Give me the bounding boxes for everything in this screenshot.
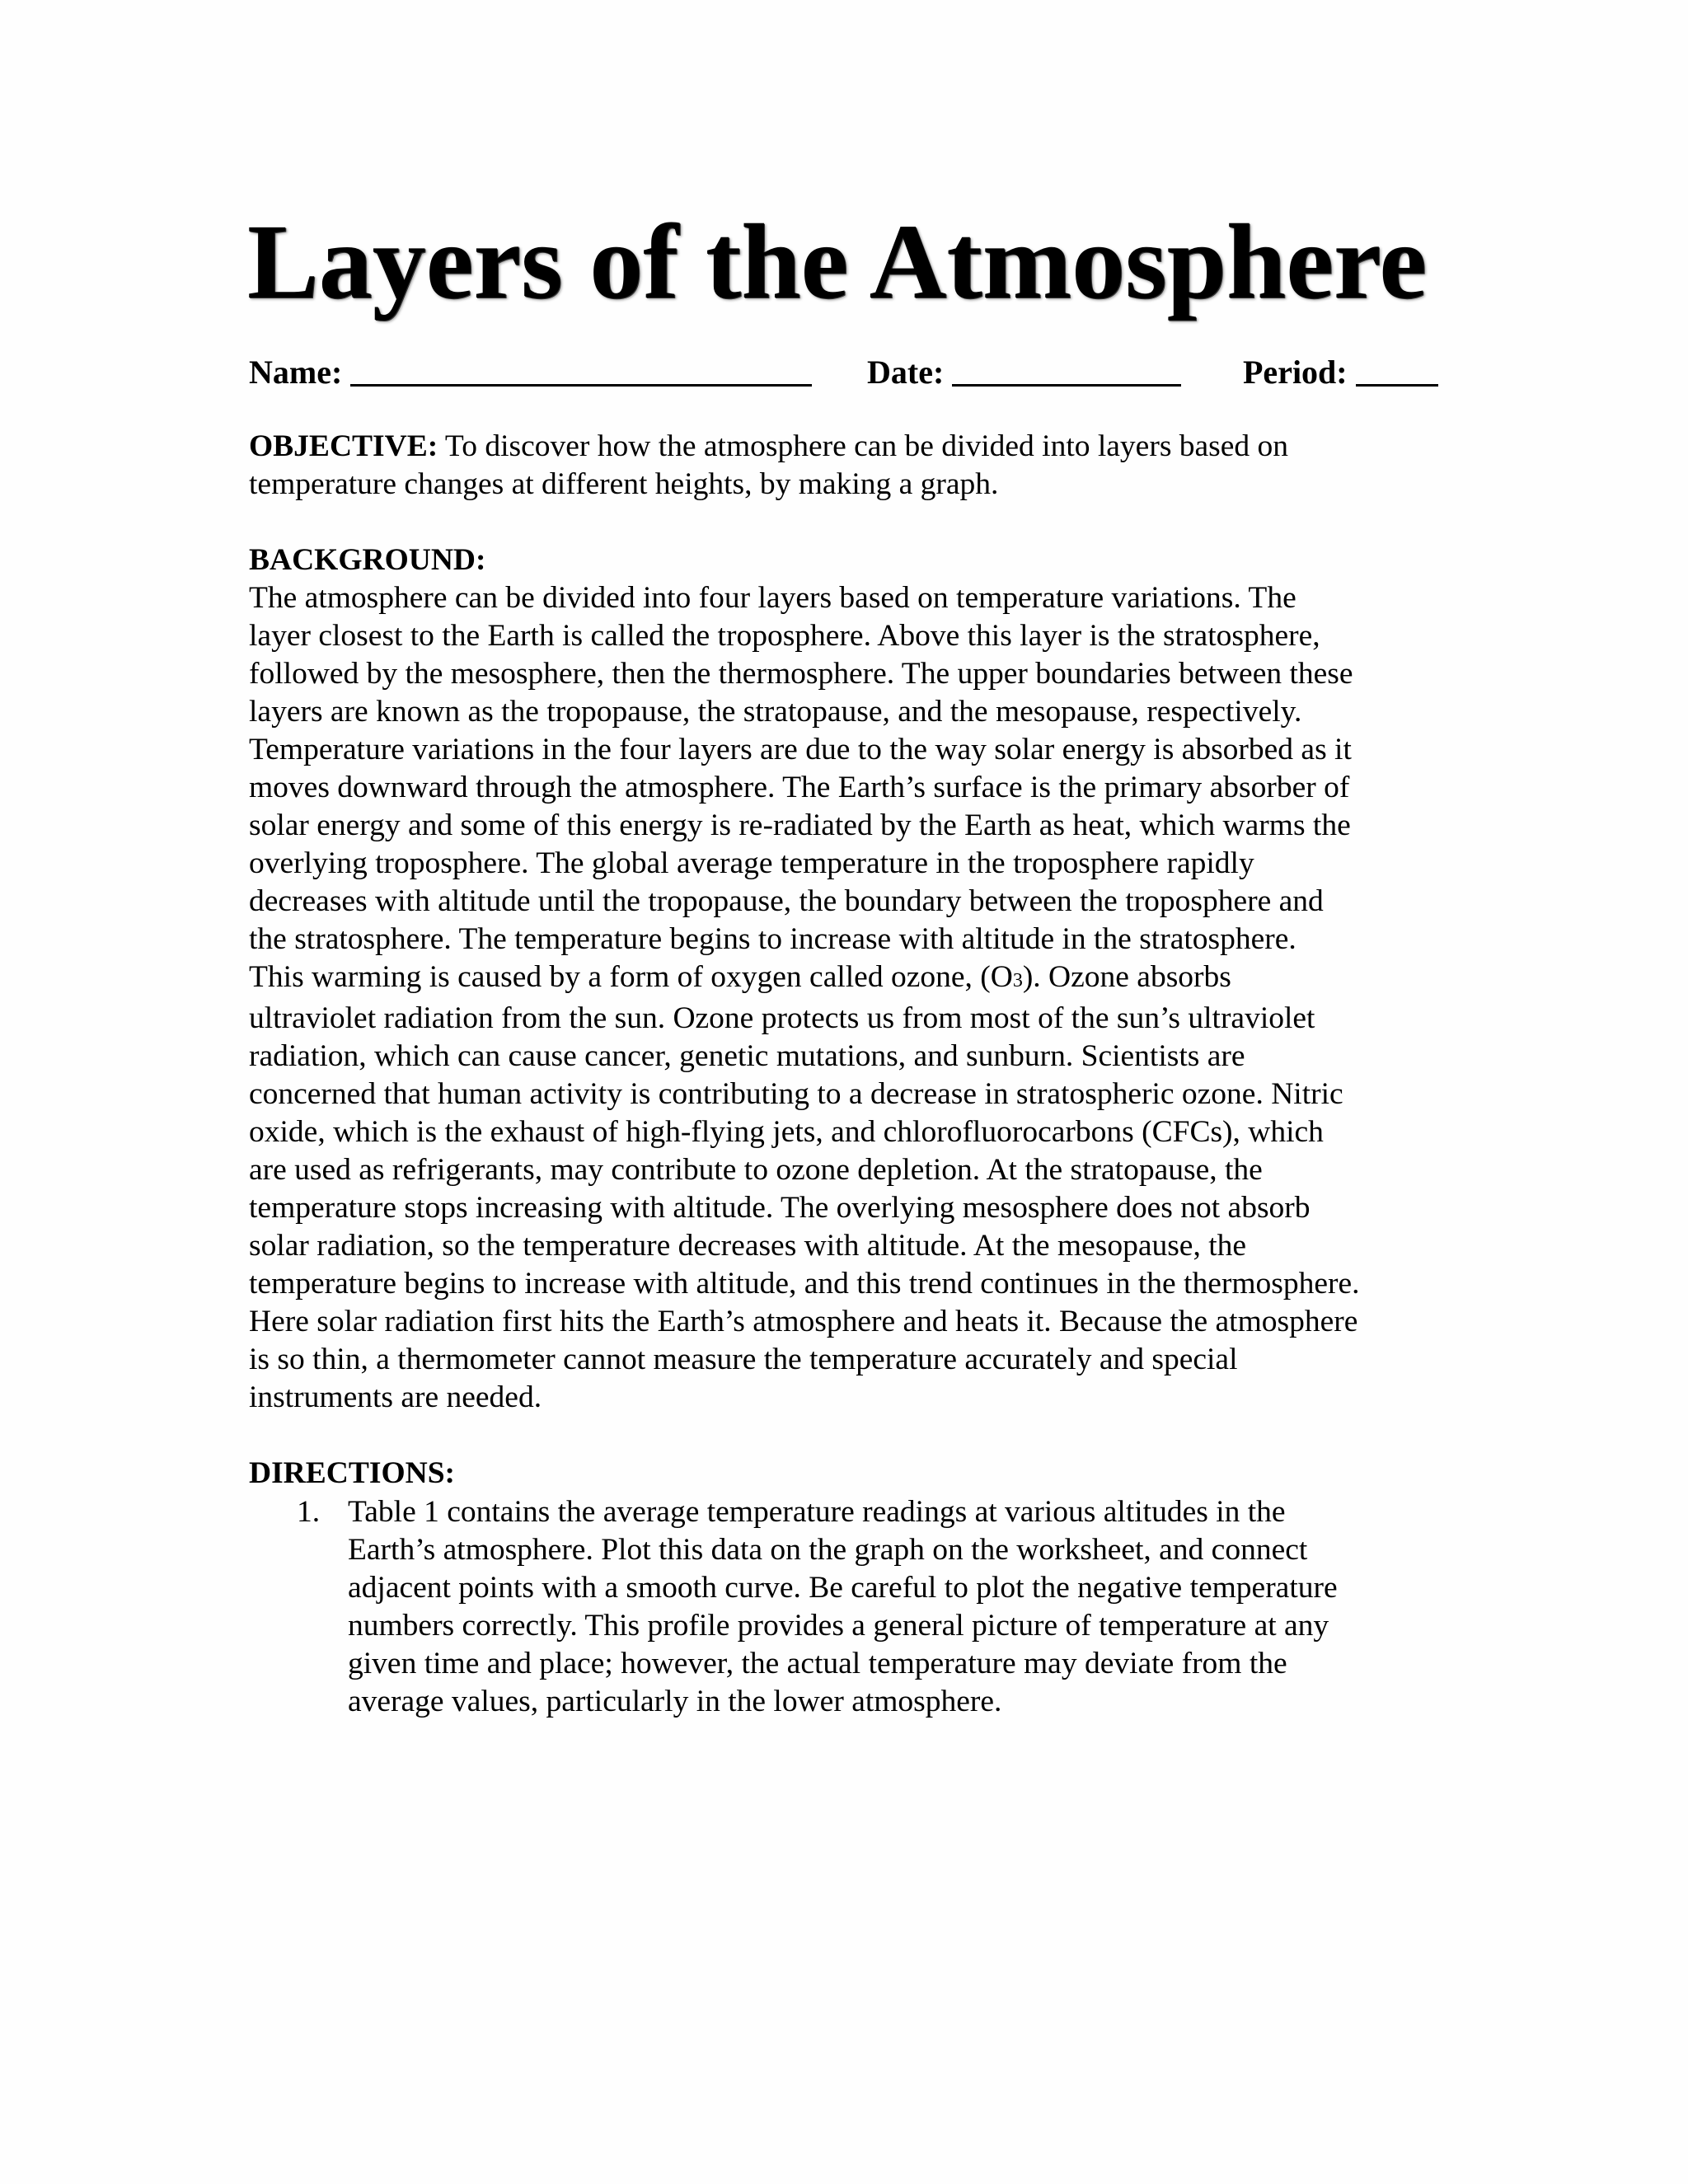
background-line: overlying troposphere. The global average temperature in the troposphere rapidly: [249, 846, 1254, 880]
direction-line: average values, particularly in the lower atmosphere.: [348, 1685, 1002, 1718]
background-line: temperature begins to increase with altitude, and this trend continues in the thermosphere.: [249, 1267, 1360, 1301]
background-line: the stratosphere. The temperature begins to increase with altitude in the stratosphere.: [249, 922, 1296, 956]
name-label: Name:: [249, 354, 343, 391]
name-field: [249, 348, 812, 396]
background-line: radiation, which can cause cancer, genetic mutations, and sunburn. Scientists are: [249, 1039, 1245, 1073]
direction-line: Table 1 contains the average temperature readings at various altitudes in the: [348, 1495, 1286, 1529]
background-line: followed by the mesosphere, then the thermosphere. The upper boundaries between these: [249, 657, 1353, 691]
background-line: The atmosphere can be divided into four layers based on temperature variations. The: [249, 581, 1296, 615]
period-field: [1243, 348, 1438, 396]
direction-line: numbers correctly. This profile provides a general picture of temperature at any: [348, 1609, 1329, 1643]
background-line: Here solar radiation first hits the Earth’s atmosphere and heats it. Because the atmosphere: [249, 1305, 1358, 1338]
background-line: layers are known as the tropopause, the stratopause, and the mesopause, respectively.: [249, 695, 1302, 729]
background-line: solar energy and some of this energy is re-radiated by the Earth as heat, which warms the: [249, 808, 1351, 842]
background-line: solar radiation, so the temperature decreases with altitude. At the mesopause, the: [249, 1229, 1247, 1263]
date-label: Date:: [867, 354, 945, 391]
background-line: moves downward through the atmosphere. The Earth’s surface is the primary absorber of: [249, 771, 1350, 804]
background-line: instruments are needed.: [249, 1380, 542, 1414]
ozone-text-after: ). Ozone absorbs: [1022, 960, 1231, 994]
background-line: decreases with altitude until the tropopause, the boundary between the troposphere and: [249, 884, 1324, 918]
list-item-body: [348, 1493, 1452, 1721]
period-blank[interactable]: [1356, 351, 1438, 387]
direction-line: adjacent points with a smooth curve. Be careful to plot the negative temperature: [348, 1571, 1338, 1605]
background-line: concerned that human activity is contributing to a decrease in stratospheric ozone. Nitric: [249, 1077, 1343, 1111]
background-line: temperature stops increasing with altitude. The overlying mesosphere does not absorb: [249, 1191, 1311, 1225]
directions-section: [249, 1455, 1452, 1493]
background-line: is so thin, a thermometer cannot measure the temperature accurately and special: [249, 1343, 1238, 1376]
ozone-line: [249, 958, 1452, 1000]
student-info-line: [249, 348, 1444, 394]
objective-line-2: temperature changes at different heights, by making a graph.: [249, 467, 999, 501]
ozone-text-before: This warming is caused by a form of oxygen called ozone, (O: [249, 960, 1013, 994]
background-section: [249, 541, 1452, 1417]
name-blank[interactable]: [350, 351, 812, 387]
background-heading: BACKGROUND:: [249, 543, 486, 577]
date-field: [867, 348, 1181, 396]
background-line: oxide, which is the exhaust of high-flying jets, and chlorofluorocarbons (CFCs), which: [249, 1115, 1324, 1149]
background-line: Temperature variations in the four layers are due to the way solar energy is absorbed as it: [249, 733, 1352, 766]
objective-label: OBJECTIVE:: [249, 429, 438, 463]
period-label: Period:: [1243, 354, 1348, 391]
date-blank[interactable]: [952, 351, 1181, 387]
background-line: ultraviolet radiation from the sun. Ozone protects us from most of the sun’s ultraviolet: [249, 1001, 1315, 1035]
background-line: are used as refrigerants, may contribute to ozone depletion. At the stratopause, the: [249, 1153, 1263, 1187]
direction-line: Earth’s atmosphere. Plot this data on the graph on the worksheet, and connect: [348, 1533, 1308, 1567]
list-item-number: 1.: [297, 1495, 321, 1529]
background-line: layer closest to the Earth is called the troposphere. Above this layer is the stratosphere,: [249, 619, 1320, 653]
page-title: Layers of the Atmosphere: [247, 203, 1428, 321]
ozone-subscript: 3: [1012, 970, 1023, 991]
direction-line: given time and place; however, the actual temperature may deviate from the: [348, 1647, 1287, 1680]
objective-line-1: [249, 428, 1452, 466]
directions-heading: DIRECTIONS:: [249, 1456, 456, 1490]
objective-text-1: To discover how the atmosphere can be divided into layers based on: [444, 429, 1289, 463]
objective-section: [249, 428, 1452, 504]
